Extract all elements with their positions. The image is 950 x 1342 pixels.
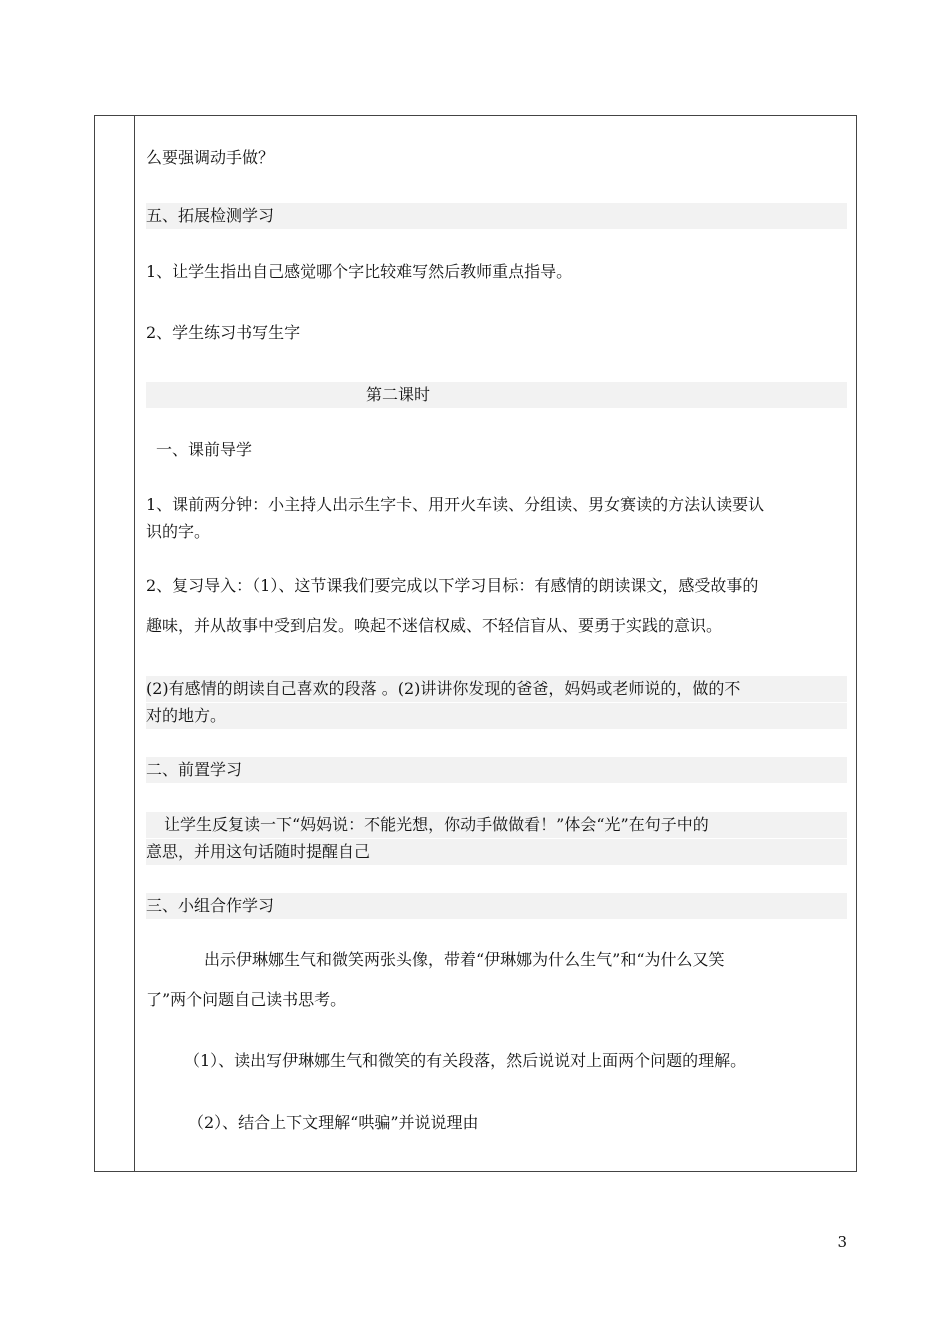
section-heading: 三、小组合作学习	[146, 893, 847, 919]
text-line: （2）、结合上下文理解“哄骗”并说说理由	[188, 1113, 479, 1132]
section-heading: 一、课前导学	[156, 440, 253, 459]
text-line: 了”两个问题自己读书思考。	[146, 990, 347, 1009]
column-divider	[134, 115, 135, 1172]
text-line: （1）、读出写伊琳娜生气和微笑的有关段落，然后说说对上面两个问题的理解。	[184, 1051, 747, 1070]
text-line: 让学生反复读一下“妈妈说：不能光想，你动手做做看！”体会“光”在句子中的	[146, 812, 847, 838]
text-line: 趣味，并从故事中受到启发。唤起不迷信权威、不轻信盲从、要勇于实践的意识。	[146, 616, 723, 635]
text-line: 1、让学生指出自己感觉哪个字比较难写然后教师重点指导。	[146, 262, 573, 281]
text-line: (2)有感情的朗读自己喜欢的段落 。(2)讲讲你发现的爸爸，妈妈或老师说的，做的不	[146, 676, 847, 702]
text-line: 出示伊琳娜生气和微笑两张头像，带着“伊琳娜为什么生气”和“为什么又笑	[204, 950, 725, 969]
text-line: 2、学生练习书写生字	[146, 323, 301, 342]
text-line: 2、复习导入：（1）、这节课我们要完成以下学习目标：有感情的朗读课文，感受故事的	[146, 576, 759, 595]
text-line: 识的字。	[146, 522, 211, 541]
page-number: 3	[837, 1233, 847, 1251]
section-heading: 五、拓展检测学习	[146, 203, 847, 229]
text-line: 1、课前两分钟：小主持人出示生字卡、用开火车读、分组读、男女赛读的方法认读要认	[146, 495, 765, 514]
lesson-title: 第二课时	[146, 382, 847, 408]
text-line: 么要强调动手做？	[146, 148, 275, 167]
section-heading: 二、前置学习	[146, 757, 847, 783]
text-line: 对的地方。	[146, 703, 847, 729]
text-line: 意思，并用这句话随时提醒自己	[146, 839, 847, 865]
